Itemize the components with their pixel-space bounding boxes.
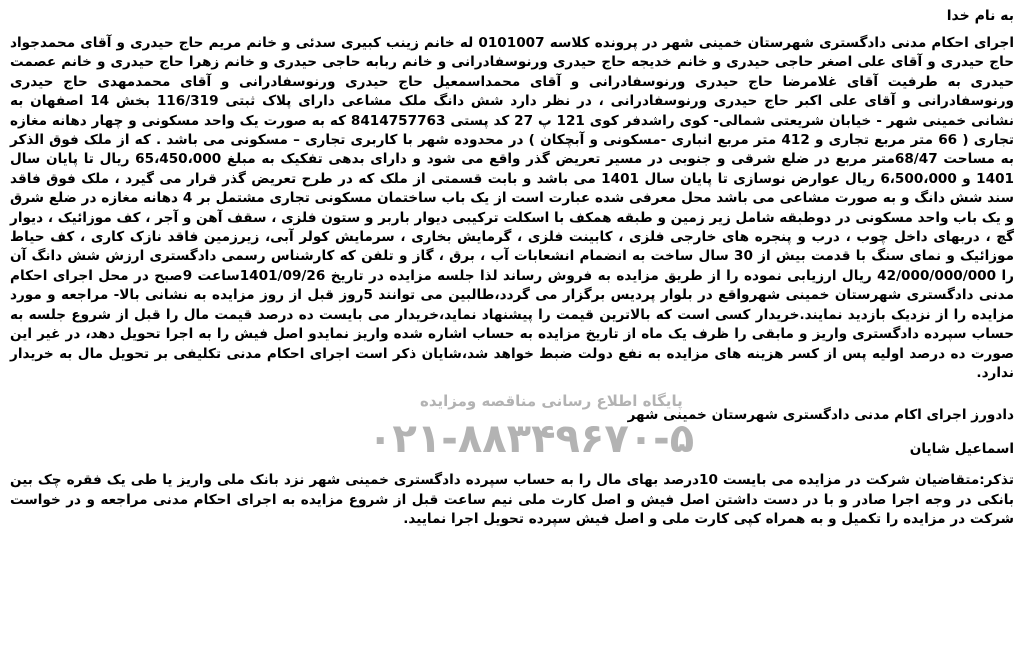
watermark-phone: ۰۲۱-۸۸۳۴۹۶۷۰-۵ <box>368 416 695 462</box>
notice-note: تذکر:متقاضیان شرکت در مزایده می بایست 10درصد بهای مال را به حساب سپرده دادگستری خمینی شهر نزد بانک ملی واریز یا طی یک فقره چک بین بانکی در وجه اجرا صادر و با در دست داشتن اصل فیش و اصل کارت ملی نیم ساعت قبل از شروع مزایده به اجرای احکام مدنی مراجعه و در خواست شرکت در مزایده را تکمیل و به همراه کپی کارت ملی و اصل فیش سپرده تحویل اجرا نمایید. <box>10 472 1014 528</box>
watermark-title: پایگاه اطلاع رسانی مناقصه ومزایده <box>420 392 683 410</box>
notice-heading: به نام خدا <box>946 8 1014 24</box>
signature-office: دادورز اجرای اکام مدنی دادگستری شهرستان خمینی شهر <box>627 407 1014 424</box>
signature-name: اسماعیل شایان <box>909 441 1014 458</box>
notice-body: اجرای احکام مدنی دادگستری شهرستان خمینی شهر در پرونده کلاسه 0101007 له خانم زینب کبیری سدئی و خانم مریم حاج حیدری و آقای محمدجواد حاج حیدری و آقای علی اصغر حاجی حیدری و خانم خدیجه حاج حیدری ورنوسفادرانی و خانم ربابه حاجی حیدری و خانم زهرا حاج حیدری و خانم عصمت حیدری به طرفیت آقای غلامرضا حاج حیدری ورنوسفادرانی و آقای محمداسمعیل حاج حیدری ورنوسفادرانی و آقای محمدمهدی حاج حیدری ورنوسفادرانی و آقای علی اکبر حاج حیدری ورنوسفادرانی ، در نظر دارد شش دانگ ملک مشاعی دارای پلاک ثبتی 116/319 بخش 14 اصفهان به نشانی خمینی شهر - خیابان شریعتی شمالی- کوی راشدفر کوی 121 پ 27 کد پستی 8414757763 که به صورت یک واحد مسکونی و چهار دهانه مغازه تجاری ( 66 متر مربع تجاری و 412 متر مربع انباری -مسکونی و آبچکان ) در محدوده شهر با کاربری تجاری – مسکونی می باشد . که از ملک فوق الذکر به مساحت 68/47متر مربع در ضلع شرقی و جنوبی در مسیر تعریض گذر واقع می شود و دارای بدهی تفکیک به مبلغ 65،450،000 ریال تا پایان سال 1401 و 6،500،000 ریال عوارض نوسازی تا پایان سال 1401 می باشد و بابت قسمتی از ملک که در طرح تعریض گذر قرار می گیرد ، ملک فوق فاقد سند شش دانگ و به صورت مشاعی می باشد محل معرفی شده عبارت است از یک باب ساختمان مسکونی تجاری مشتمل بر 4 دهانه مغازه در ضلع شرق و یک باب واحد مسکونی در دوطبقه شامل زیر زمین و طبقه همکف با اسکلت ترکیبی دیوار باربر و ستون فلزی ، سقف آهن و آجر ، کف موزائیک ، دیوار گچ ، دربهای داخل چوب ، درب و پنجره های خارجی فلزی ، کابینت فلزی ، گرمایش بخاری ، سرمایش کولر آبی، زیرزمین فاقد نازک کاری ، کف حیاط موزائیک و نمای سنگ با قدمت بیش از 30 سال ساخت به انضمام انشعابات آب ، برق ، گاز و تلفن که کارشناس رسمی دادگستری ارزش شش دانگ آن را 42/000/000/000 ریال ارزیابی نموده را از طریق مزایده به فروش رساند لذا جلسه مزایده در تاریخ 1401/09/26ساعت 9صبح در محل اجرای احکام مدنی دادگستری شهرستان خمینی شهرواقع در بلوار پردیس برگزار می گردد،طالبین می توانند 5روز قبل از روز مزایده به نشانی بالا- مراجعه و مورد مزایده را از نزدیک بازدید نمایند.خریدار کسی است که بالاترین قیمت را پیشنهاد نماید،خریدار می بایست ده درصد قیمت مال را قبل از شروع جلسه به حساب سپرده دادگستری واریز و مابقی را ظرف یک ماه از تاریخ مزایده به حساب اشاره شده واریز نمایدو اصل فیش را به اجرا تحویل دهد، در غیر این صورت ده درصد اولیه پس از کسر هزینه های مزایده به نفع دولت ضبط خواهد شد،شایان ذکر است اجرای احکام مدنی تکلیفی بر تحویل مال به خریدار ندارد. <box>10 35 1015 381</box>
